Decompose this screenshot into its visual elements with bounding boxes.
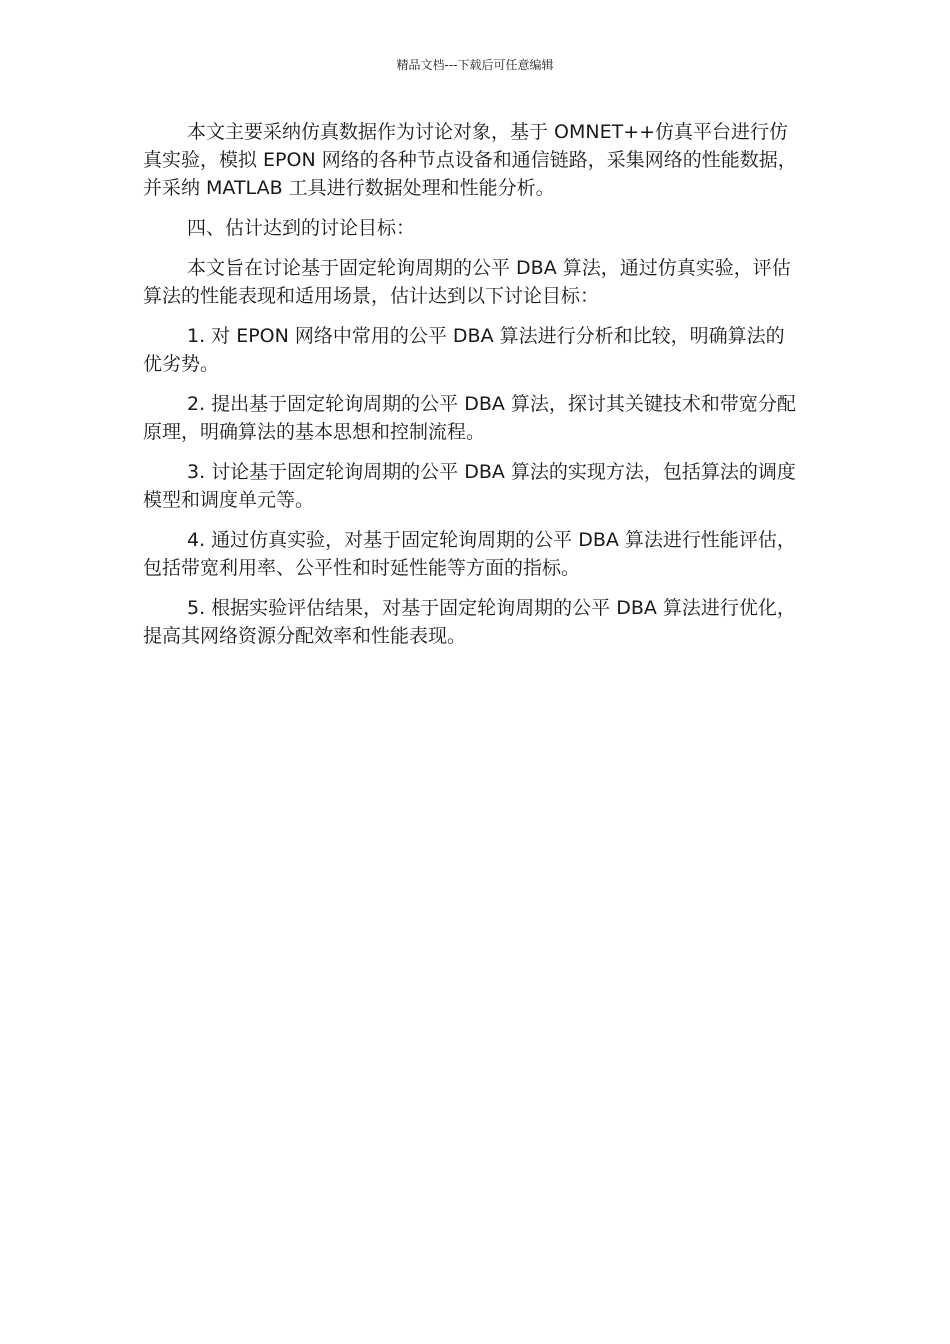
goal-item-2: 2. 提出基于固定轮询周期的公平 DBA 算法，探讨其关键技术和带宽分配原理，明确算法的基本思想和控制流程。: [143, 393, 796, 443]
document-body: [143, 118, 803, 662]
paragraph-methodology: 本文主要采纳仿真数据作为讨论对象，基于 OMNET++仿真平台进行仿真实验，模拟 EPON 网络的各种节点设备和通信链路，采集网络的性能数据，并采纳 MATLAB 工具进行数据处理和性能分析。: [143, 121, 797, 199]
goal-item-3: 3. 讨论基于固定轮询周期的公平 DBA 算法的实现方法，包括算法的调度模型和调度单元等。: [143, 461, 796, 511]
goal-item-5: 5. 根据实验评估结果，对基于固定轮询周期的公平 DBA 算法进行优化，提高其网络资源分配效率和性能表现。: [143, 597, 796, 647]
goal-item-1: 1. 对 EPON 网络中常用的公平 DBA 算法进行分析和比较，明确算法的优劣势。: [143, 325, 785, 375]
paragraph-goals-intro: 本文旨在讨论基于固定轮询周期的公平 DBA 算法，通过仿真实验，评估算法的性能表现和适用场景，估计达到以下讨论目标：: [143, 257, 791, 307]
section-heading-goals: 四、估计达到的讨论目标：: [187, 217, 416, 239]
page-header: 精品文档---下载后可任意编辑: [396, 58, 554, 72]
goal-item-4: 4. 通过仿真实验，对基于固定轮询周期的公平 DBA 算法进行性能评估，包括带宽利用率、公平性和时延性能等方面的指标。: [143, 529, 796, 579]
